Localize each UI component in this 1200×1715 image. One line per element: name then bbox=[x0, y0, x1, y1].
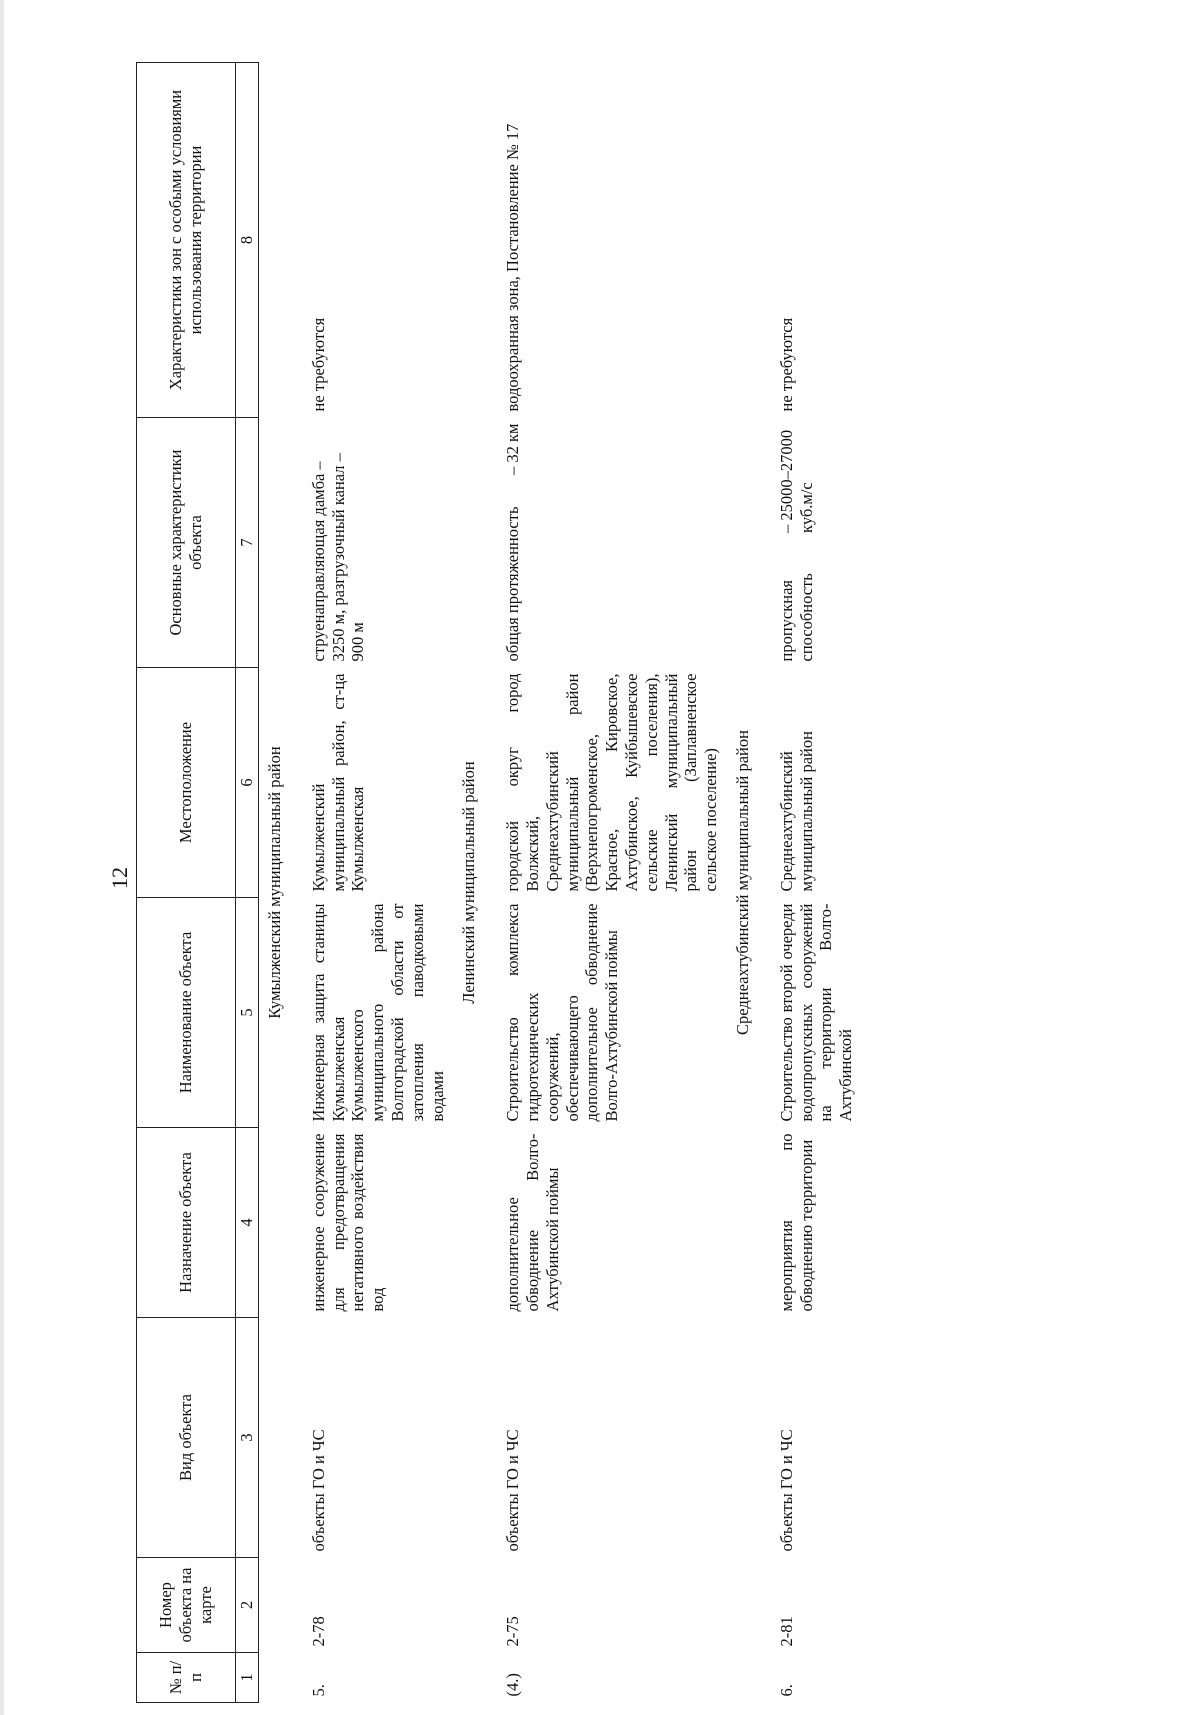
header-cell: Назначение объекта bbox=[137, 1128, 236, 1318]
column-number: 2 bbox=[236, 1558, 259, 1653]
district-heading: Ленинский муниципальный район bbox=[459, 761, 479, 1004]
table-row bbox=[493, 63, 727, 1703]
zone-characteristics: не требуются bbox=[776, 317, 796, 412]
object-purpose: дополнительное обводнение Волго-Ахтубинской поймы bbox=[503, 1133, 562, 1312]
table-row bbox=[767, 63, 862, 1703]
header-cell: Наименование объекта bbox=[137, 898, 236, 1128]
document-table-rotated bbox=[136, 63, 1196, 1703]
characteristics-main: пропускная способность bbox=[776, 573, 816, 662]
header-cell: Местоположение bbox=[137, 668, 236, 898]
header-cell: Номер объекта на карте bbox=[137, 1558, 236, 1653]
object-type: объекты ГО и ЧС bbox=[776, 1429, 796, 1552]
column-number-row bbox=[236, 63, 259, 1703]
characteristics-line bbox=[309, 424, 368, 662]
scan-edge bbox=[0, 0, 4, 1715]
page-number: 12 bbox=[107, 867, 132, 889]
column-number: 8 bbox=[236, 63, 259, 418]
district-heading: Кумылженский муниципальный район bbox=[265, 746, 284, 1019]
object-characteristics bbox=[299, 418, 454, 668]
table-row bbox=[299, 63, 454, 1703]
row-number: 6. bbox=[776, 1684, 796, 1697]
map-object-id: 2-75 bbox=[503, 1616, 523, 1647]
object-location: городской округ город Волжский, Среднеахтубинский муниципальный район (Верхнепогроменское, Красное, Кировское, Ахтубинское, Куйбышевское сельские поселения), Ленинский муниципальный район (Заплавненское сельское поселение) bbox=[503, 673, 721, 892]
district-row bbox=[453, 63, 493, 1703]
characteristics-main: общая протяженность bbox=[503, 506, 523, 662]
district-row bbox=[259, 63, 299, 1703]
header-row bbox=[137, 63, 236, 1703]
column-number: 1 bbox=[236, 1653, 259, 1703]
district-heading: Среднеахтубинский муниципальный район bbox=[732, 730, 752, 1035]
map-object-id: 2-81 bbox=[776, 1616, 796, 1647]
object-name: Строительство второй очереди водопропускных сооружений на территории Волго-Ахтубинской bbox=[776, 903, 856, 1122]
column-number: 4 bbox=[236, 1128, 259, 1318]
map-object-id: 2-78 bbox=[308, 1616, 328, 1647]
objects-table bbox=[136, 62, 862, 1703]
object-characteristics bbox=[767, 418, 862, 668]
object-characteristics bbox=[493, 418, 727, 668]
header-cell: № п/п bbox=[137, 1653, 236, 1703]
object-purpose: мероприятия по обводнению территории bbox=[776, 1133, 816, 1312]
column-number: 3 bbox=[236, 1318, 259, 1558]
row-number: (4.) bbox=[503, 1673, 523, 1697]
row-number: 5. bbox=[308, 1684, 328, 1697]
characteristics-value: – 32 км bbox=[503, 423, 523, 475]
header-cell: Основные характеристики объекта bbox=[137, 418, 236, 668]
district-row bbox=[727, 63, 767, 1703]
object-type: объекты ГО и ЧС bbox=[503, 1429, 523, 1552]
object-purpose: инженерное сооружение для предотвращения негативного воздействия вод bbox=[308, 1133, 388, 1312]
header-cell: Вид объекта bbox=[137, 1318, 236, 1558]
object-type: объекты ГО и ЧС bbox=[308, 1429, 328, 1552]
zone-characteristics: не требуются bbox=[308, 317, 328, 412]
characteristics-value: – 25000–27000 куб.м/с bbox=[776, 429, 816, 533]
header-cell: Характеристики зон с особыми условиями использования территории bbox=[137, 63, 236, 418]
object-name: Строительство комплекса гидротехнических сооружений, обеспечивающего дополнительное обводнение Волго-Ахтубинской поймы bbox=[503, 903, 622, 1122]
characteristics-main: струенаправляющая дамба – 3250 м, разгрузочный канал – 900 м bbox=[308, 453, 368, 662]
object-name: Инженерная защита станицы Кумылженская Кумылженского муниципального района Волгоградской области от затопления паводковыми водами bbox=[308, 903, 447, 1122]
column-number: 6 bbox=[236, 668, 259, 898]
characteristics-line bbox=[777, 424, 817, 662]
object-location: Кумылженский муниципальный район, ст-ца Кумылженская bbox=[308, 673, 368, 892]
zone-characteristics: водоохранная зона, Постановление № 17 bbox=[503, 123, 523, 412]
column-number: 5 bbox=[236, 898, 259, 1128]
column-number: 7 bbox=[236, 418, 259, 668]
characteristics-line bbox=[503, 424, 523, 662]
object-location: Среднеахтубинский муниципальный район bbox=[776, 731, 816, 892]
